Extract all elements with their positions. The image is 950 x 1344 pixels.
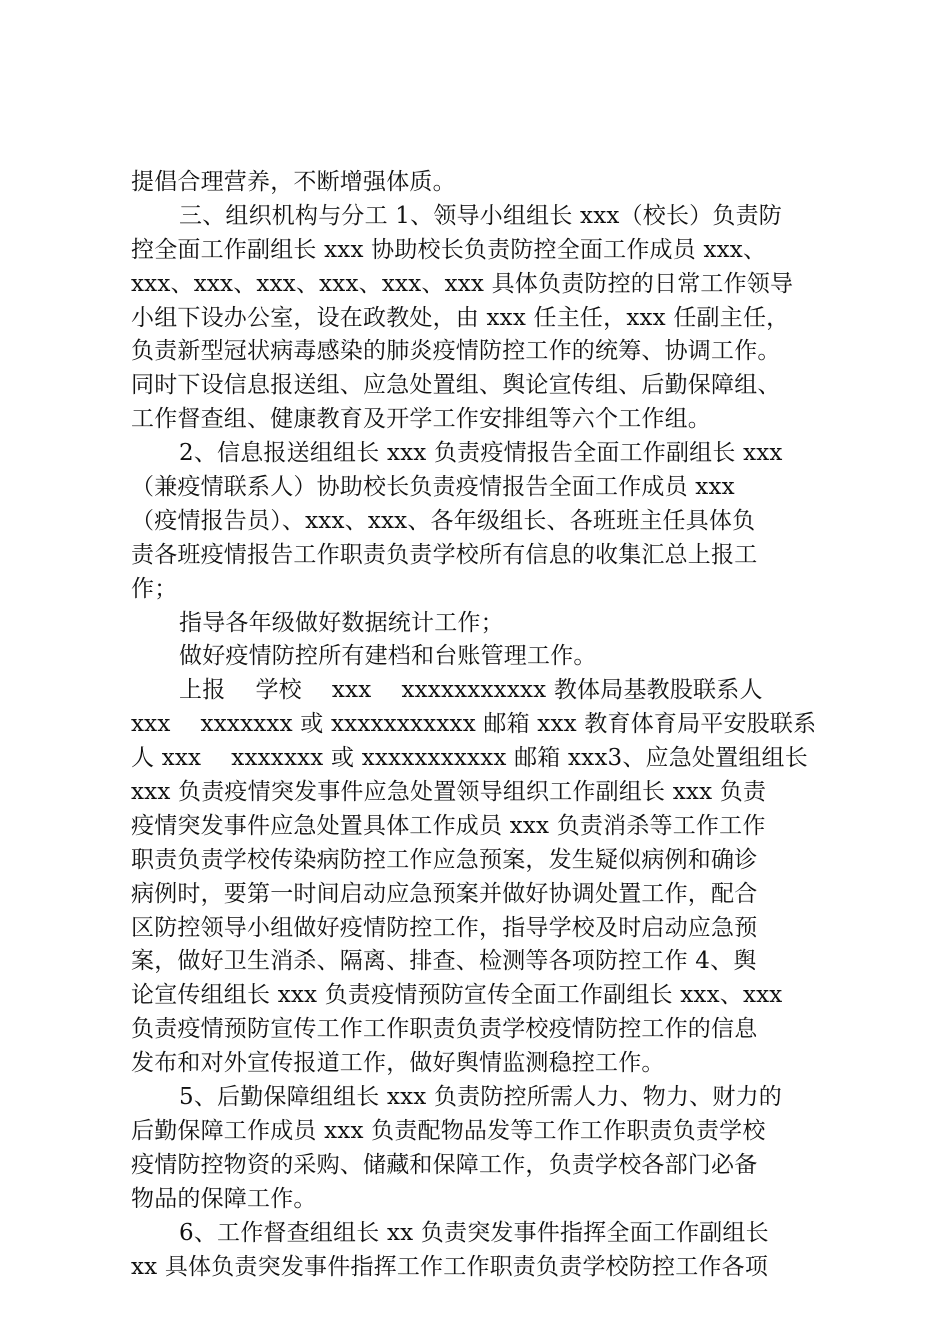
text-line: xxx xxxxxxx 或 xxxxxxxxxxx 邮箱 xxx 教育体育局平安股联系 xyxy=(131,711,817,738)
text-line: 负责新型冠状病毒感染的肺炎疫情防控工作的统筹、协调工作。 xyxy=(131,338,781,365)
text-line: xx 具体负责突发事件指挥工作工作职责负责学校防控工作各项 xyxy=(131,1253,769,1280)
text-line: 工作督查组、健康教育及开学工作安排组等六个工作组。 xyxy=(131,406,711,433)
text-line: 物品的保障工作。 xyxy=(131,1185,317,1212)
text-line: 发布和对外宣传报道工作，做好舆情监测稳控工作。 xyxy=(131,1050,665,1077)
document-body xyxy=(131,166,841,1284)
text-line: 负责疫情预防宣传工作工作职责负责学校疫情防控工作的信息 xyxy=(131,1016,758,1043)
text-line: xxx、xxx、xxx、xxx、xxx、xxx 具体负责防控的日常工作领导 xyxy=(131,270,794,297)
text-line: （疫情报告员）、xxx、xxx、各年级组长、各班班主任具体负 xyxy=(131,507,756,534)
text-line: （兼疫情联系人）协助校长负责疫情报告全面工作成员 xxx xyxy=(131,474,735,501)
text-line: 案，做好卫生消杀、隔离、排查、检测等各项防控工作 4、舆 xyxy=(131,948,757,975)
text-line: 病例时，要第一时间启动应急预案并做好协调处置工作，配合 xyxy=(131,880,758,907)
text-line: 疫情防控物资的采购、储藏和保障工作，负责学校各部门必备 xyxy=(131,1151,758,1178)
text-line: 人 xxx xxxxxxx 或 xxxxxxxxxxx 邮箱 xxx3、应急处置组组长 xyxy=(131,745,808,772)
text-line: 职责负责学校传染病防控工作应急预案，发生疑似病例和确诊 xyxy=(131,846,758,873)
text-line: 控全面工作副组长 xxx 协助校长负责防控全面工作成员 xxx、 xyxy=(131,236,767,263)
text-line: 小组下设办公室，设在政教处，由 xxx 任主任，xxx 任副主任， xyxy=(131,304,790,331)
text-line: 区防控领导小组做好疫情防控工作，指导学校及时启动应急预 xyxy=(131,914,758,941)
text-line: 上报 学校 xxx xxxxxxxxxxx 教体局基教股联系人 xyxy=(179,677,763,704)
text-line: 6、工作督查组组长 xx 负责突发事件指挥全面工作副组长 xyxy=(179,1219,769,1246)
text-line: 三、组织机构与分工 1、领导小组组长 xxx（校长）负责防 xyxy=(179,202,782,229)
text-line: 同时下设信息报送组、应急处置组、舆论宣传组、后勤保障组、 xyxy=(131,372,781,399)
text-line: 论宣传组组长 xxx 负责疫情预防宣传全面工作副组长 xxx、xxx xyxy=(131,982,783,1009)
text-line: 提倡合理营养，不断增强体质。 xyxy=(131,169,456,195)
text-line: 疫情突发事件应急处置具体工作成员 xxx 负责消杀等工作工作 xyxy=(131,812,766,839)
text-line: 指导各年级做好数据统计工作； xyxy=(179,609,504,636)
text-line: 作； xyxy=(131,575,178,602)
text-line: 2、信息报送组组长 xxx 负责疫情报告全面工作副组长 xxx xyxy=(179,440,783,467)
text-line: 5、后勤保障组组长 xxx 负责防控所需人力、物力、财力的 xyxy=(179,1084,782,1111)
text-line: 做好疫情防控所有建档和台账管理工作。 xyxy=(179,643,597,670)
text-line: 责各班疫情报告工作职责负责学校所有信息的收集汇总上报工 xyxy=(131,541,758,568)
text-line: 后勤保障工作成员 xxx 负责配物品发等工作工作职责负责学校 xyxy=(131,1117,766,1144)
text-line: xxx 负责疫情突发事件应急处置领导组织工作副组长 xxx 负责 xyxy=(131,779,767,806)
